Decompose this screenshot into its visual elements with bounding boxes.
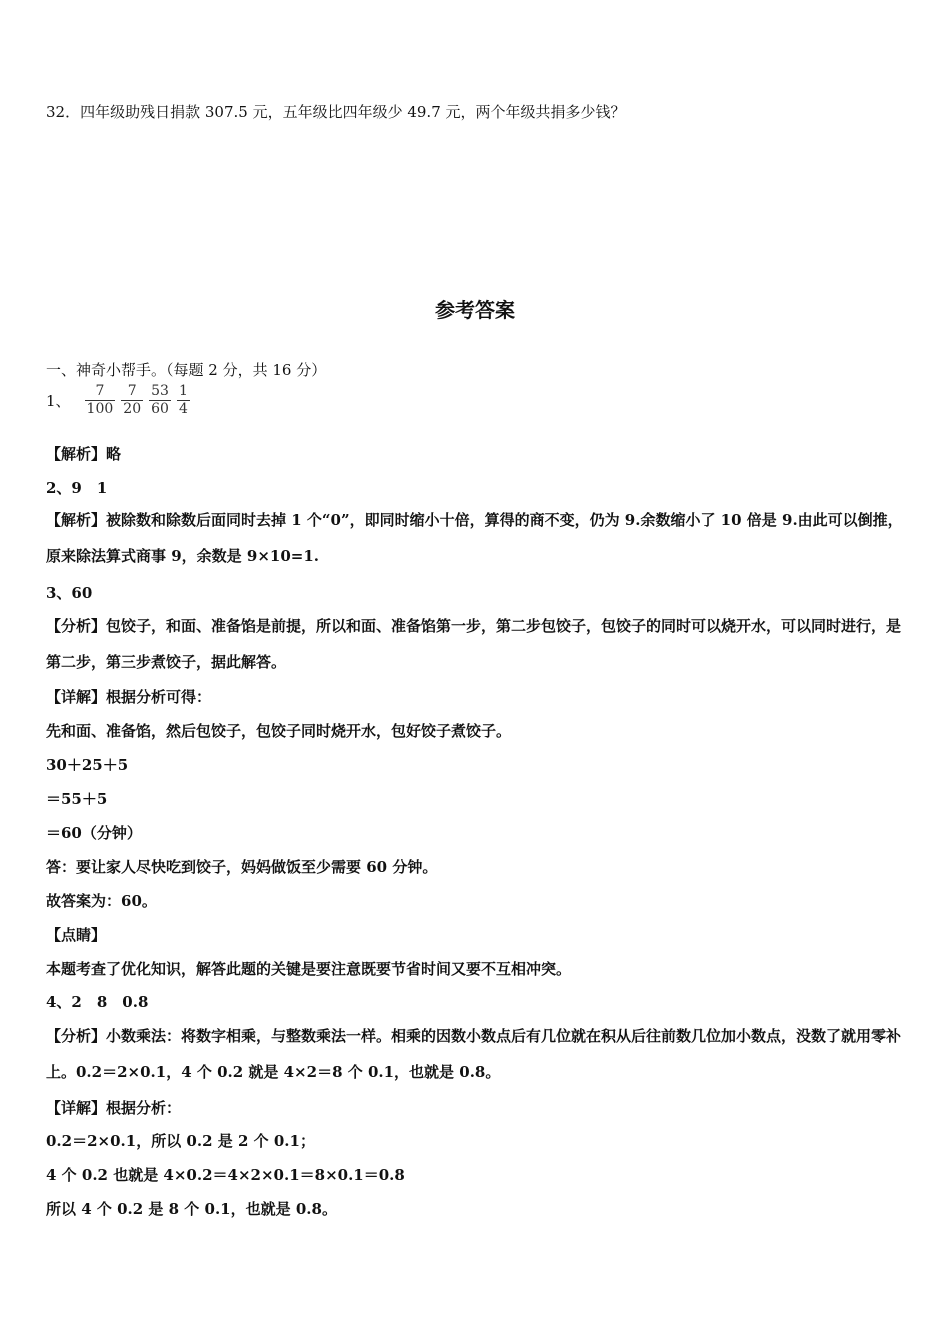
q3-step: 30＋25＋5 xyxy=(46,756,129,774)
q4-answer: 4、2 8 0.8 xyxy=(46,993,149,1011)
q1-label: 1、 xyxy=(46,391,71,410)
fraction: $\frac{1}{4}$ xyxy=(178,382,188,417)
q3-detail-header: 【详解】根据分析可得： xyxy=(46,688,212,706)
q4-step: 0.2＝2×0.1，所以 0.2 是 2 个 0.1； xyxy=(46,1132,315,1150)
q3-step: 故答案为：60。 xyxy=(46,892,157,910)
q3-step: 答：要让家人尽快吃到饺子，妈妈做饭至少需要 60 分钟。 xyxy=(46,858,438,876)
q3-comment-header: 【点睛】 xyxy=(46,926,107,944)
q3-answer: 3、60 xyxy=(46,584,93,602)
q2-analysis: 【解析】被除数和除数后面同时去掉 1 个“0”，即同时缩小十倍，算得的商不变，仍为 9.余数缩小了 10 倍是 9.由此可以倒推，原来除法算式商事 9，余数是 9×10=1. xyxy=(46,511,903,565)
fraction: $\frac{7}{100}$ xyxy=(86,382,114,417)
q3-analysis: 【分析】包饺子，和面、准备馅是前提，所以和面、准备馅第一步，第二步包饺子，包饺子的同时可以烧开水，可以同时进行，是第二步，第三步煮饺子，据此解答。 xyxy=(46,617,902,671)
q4-analysis: 【分析】小数乘法：将数字相乘，与整数乘法一样。相乘的因数小数点后有几位就在积从后往前数几位加小数点，没数了就用零补上。0.2＝2×0.1，4 个 0.2 就是 4×2＝8 个 0.1，也就是 0.8。 xyxy=(46,1027,902,1081)
q3-step: ＝60（分钟） xyxy=(46,824,142,842)
q3-comment: 本题考查了优化知识，解答此题的关键是要注意既要节省时间又要不互相冲突。 xyxy=(46,960,572,978)
question-32: 32．四年级助残日捐款 307.5 元，五年级比四年级少 49.7 元，两个年级共捐多少钱？ xyxy=(46,103,626,121)
fraction: $\frac{7}{20}$ xyxy=(123,382,142,417)
section-1-header: 一、神奇小帮手。（每题 2 分，共 16 分） xyxy=(46,361,327,379)
q3-step: ＝55＋5 xyxy=(46,790,108,808)
q4-detail-header: 【详解】根据分析： xyxy=(46,1099,182,1117)
q4-step: 4 个 0.2 也就是 4×0.2＝4×2×0.1＝8×0.1＝0.8 xyxy=(46,1166,405,1184)
q4-step: 所以 4 个 0.2 是 8 个 0.1，也就是 0.8。 xyxy=(46,1200,337,1218)
q1-analysis: 【解析】略 xyxy=(46,445,122,463)
q3-step: 先和面、准备馅，然后包饺子，包饺子同时烧开水，包好饺子煮饺子。 xyxy=(46,722,512,740)
answer-section-title: 参考答案 xyxy=(435,298,515,322)
fraction: $\frac{53}{60}$ xyxy=(151,382,169,417)
q1-answer xyxy=(46,380,196,420)
q2-answer: 2、9 1 xyxy=(46,479,108,497)
